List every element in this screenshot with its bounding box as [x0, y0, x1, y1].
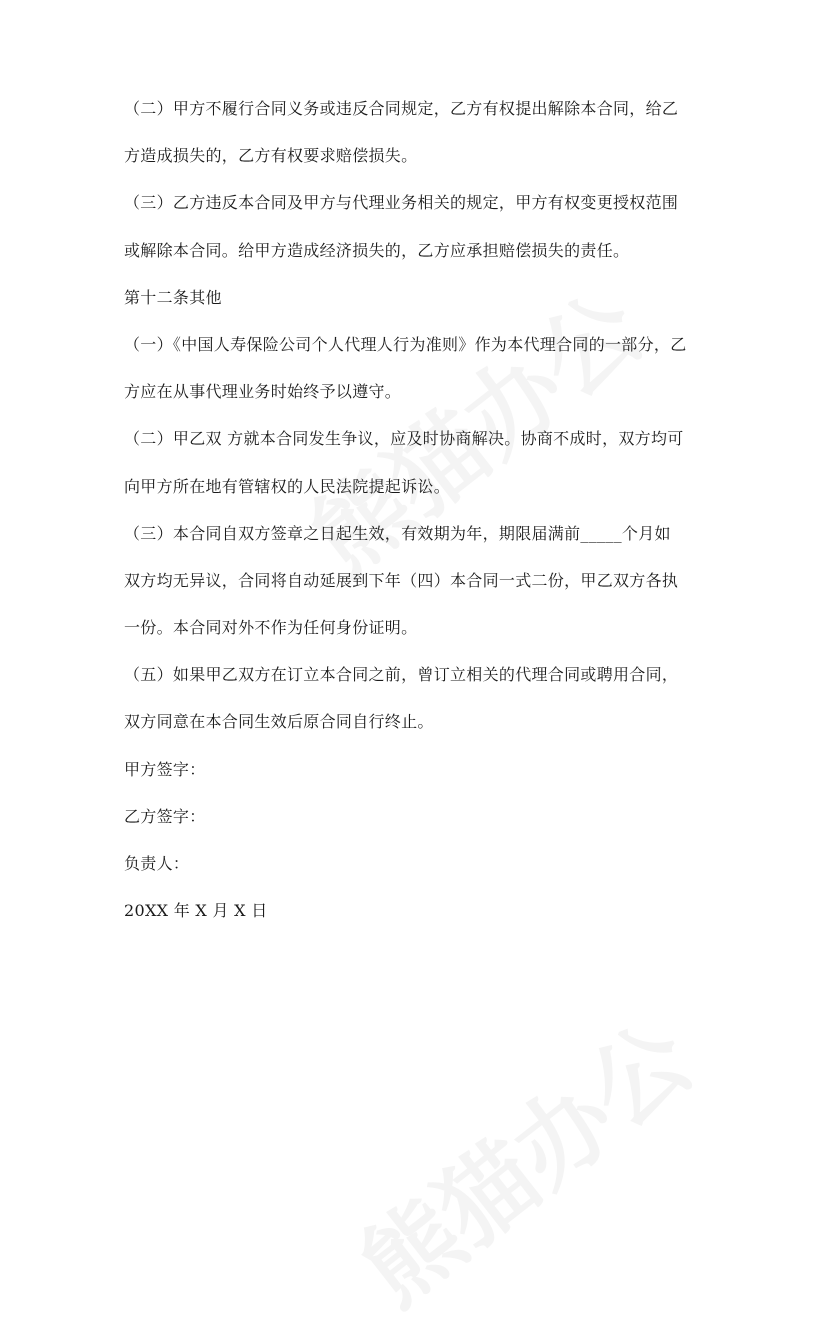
paragraph-line: 双方同意在本合同生效后原合同自行终止。	[124, 712, 434, 732]
party-a-signature: 甲方签字：	[124, 759, 206, 779]
section-heading: 第十二条其他	[124, 287, 222, 307]
paragraph-line: （二）甲方不履行合同义务或违反合同规定，乙方有权提出解除本合同，给乙	[124, 99, 679, 118]
paragraph-line: 一份。本合同对外不作为任何身份证明。	[124, 618, 418, 638]
paragraph-line: 向甲方所在地有管辖权的人民法院提起诉讼。	[124, 476, 451, 496]
responsible-person: 负责人：	[124, 854, 190, 873]
paragraph-line: 方造成损失的，乙方有权要求赔偿损失。	[124, 146, 418, 166]
date-line: 20XX 年 X 月 X 日	[124, 901, 268, 921]
paragraph-line: （五）如果甲乙双方在订立本合同之前，曾订立相关的代理合同或聘用合同，	[124, 665, 679, 685]
paragraph-line: （三）本合同自双方签章之日起生效，有效期为年，期限届满前_____个月如	[124, 523, 671, 543]
paragraph-line: （一）《中国人寿保险公司个人代理人行为准则》作为本代理合同的一部分，乙	[124, 334, 687, 354]
paragraph-line: 方应在从事代理业务时始终予以遵守。	[124, 382, 402, 402]
watermark	[329, 986, 716, 1330]
paragraph-line: （三）乙方违反本合同及甲方与代理业务相关的规定，甲方有权变更授权范围	[124, 193, 679, 213]
paragraph-line: 双方均无异议，合同将自动延展到下年（四）本合同一式二份，甲乙双方各执	[124, 570, 679, 590]
paragraph-line: 或解除本合同。给甲方造成经济损失的，乙方应承担赔偿损失的责任。	[124, 240, 630, 260]
contract-body	[124, 98, 714, 947]
party-b-signature: 乙方签字：	[124, 806, 206, 826]
paragraph-line: （二）甲乙双 方就本合同发生争议，应及时协商解决。协商不成时，双方均可	[124, 429, 684, 449]
